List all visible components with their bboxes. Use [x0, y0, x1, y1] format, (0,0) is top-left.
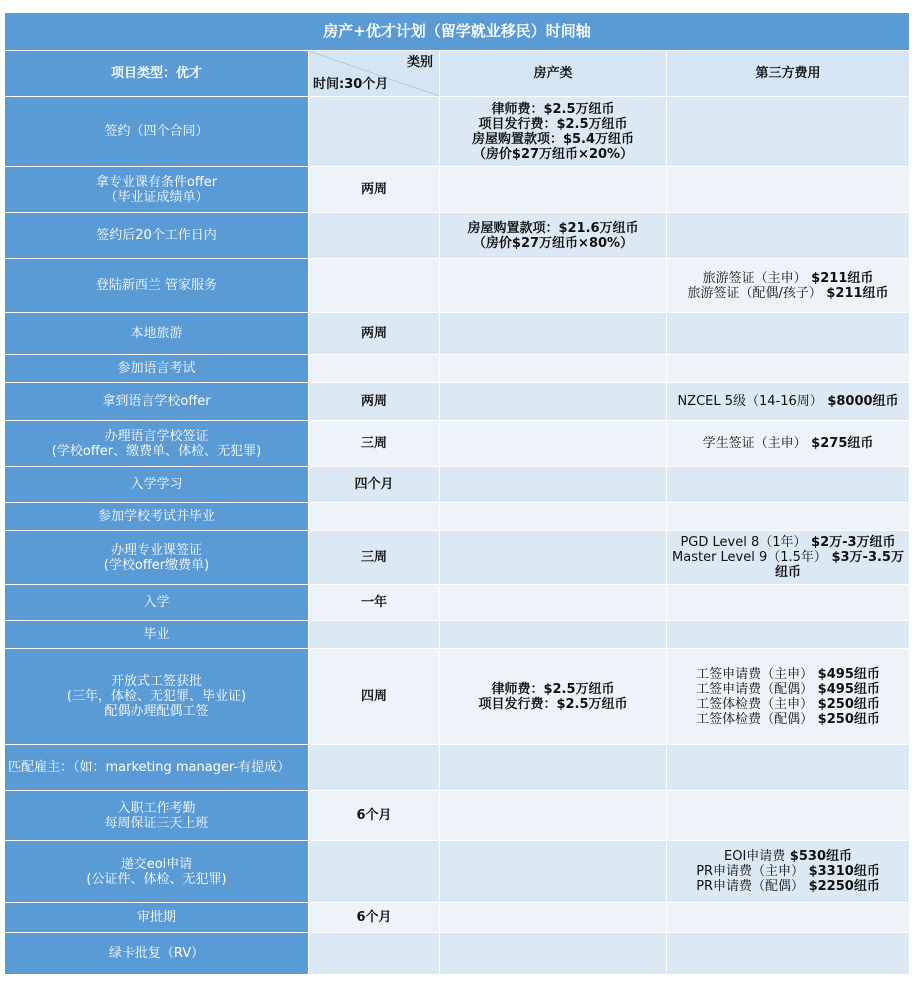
property-fee-cell-line: 律师费：$2.5万纽币: [491, 101, 615, 117]
duration-cell: [309, 503, 440, 531]
property-fee-cell-line: 房屋购置款项：$5.4万纽币: [471, 131, 635, 147]
property-fee-cell: [440, 649, 667, 745]
header-project-type: 项目类型：优才: [5, 51, 309, 97]
duration-cell: [309, 355, 440, 383]
table-row: [5, 167, 910, 213]
duration-cell: [309, 213, 440, 259]
fee-item-label: 工签体检费（配偶）: [696, 711, 814, 727]
third-party-fee-cell: [667, 383, 910, 421]
step-cell-line: (学校offer、缴费单、体检、无犯罪): [51, 443, 262, 459]
fee-line: [670, 667, 906, 682]
step-cell-line: 毕业: [143, 627, 170, 642]
table-title: 房产+优才计划（留学就业移民）时间轴: [5, 13, 910, 51]
table-row: [5, 531, 910, 585]
step-cell: [5, 313, 309, 355]
step-cell: [5, 903, 309, 933]
third-party-fee-cell: [667, 313, 910, 355]
step-cell: [5, 259, 309, 313]
fee-line: [670, 879, 906, 894]
property-fee-cell: [440, 421, 667, 467]
property-fee-cell-line: （房价$27万纽币×80%）: [472, 235, 634, 251]
fee-line: [670, 864, 906, 879]
duration-cell: [309, 621, 440, 649]
third-party-fee-cell: [667, 745, 910, 791]
fee-item-label: 旅游签证（主申）: [702, 270, 807, 286]
step-cell: [5, 167, 309, 213]
property-fee-cell: [440, 903, 667, 933]
step-cell-line: 递交eoi申请: [120, 856, 193, 872]
duration-cell: 一年: [309, 585, 440, 621]
table-row: [5, 903, 910, 933]
duration-cell: 两周: [309, 313, 440, 355]
table-row: [5, 383, 910, 421]
property-fee-cell-line: 项目发行费：$2.5万纽币: [478, 116, 628, 132]
fee-item-label: EOI申请费: [724, 849, 786, 864]
step-cell: [5, 383, 309, 421]
table-row: [5, 421, 910, 467]
third-party-fee-cell: [667, 355, 910, 383]
step-cell-line: 登陆新西兰 管家服务: [95, 278, 218, 293]
step-cell-line: 本地旅游: [130, 326, 183, 341]
property-fee-cell: [440, 355, 667, 383]
property-fee-cell-line: 律师费：$2.5万纽币: [491, 681, 615, 697]
table-row: [5, 503, 910, 531]
table-row: [5, 841, 910, 903]
fee-item-label: Master Level 9（1.5年）: [672, 550, 827, 565]
header-total-time: 时间:30个月: [313, 77, 389, 92]
fee-line: [670, 849, 906, 864]
fee-line: [670, 271, 906, 286]
table-row: [5, 467, 910, 503]
property-fee-cell: [440, 621, 667, 649]
step-cell-line: 拿专业课有条件offer: [95, 174, 218, 190]
property-fee-cell: [440, 467, 667, 503]
property-fee-cell-line: （房价$27万纽币×20%）: [472, 146, 634, 162]
duration-cell: 两周: [309, 383, 440, 421]
duration-cell: 四个月: [309, 467, 440, 503]
property-fee-cell: [440, 259, 667, 313]
fee-amount: 纽币: [775, 565, 802, 580]
property-fee-cell-line: 房屋购置款项：$21.6万纽币: [467, 220, 639, 236]
third-party-fee-cell: [667, 167, 910, 213]
duration-cell: 6个月: [309, 903, 440, 933]
step-cell-line: 入学学习: [130, 477, 183, 492]
duration-cell: 三周: [309, 421, 440, 467]
timeline-table: [4, 12, 910, 975]
third-party-fee-cell: [667, 421, 910, 467]
step-cell-line: 参加语言考试: [117, 361, 196, 376]
property-fee-cell: [440, 97, 667, 167]
fee-amount: $495纽币: [813, 666, 880, 682]
step-cell-line: 办理专业课签证: [110, 542, 202, 558]
table-row: [5, 745, 910, 791]
step-cell: [5, 649, 309, 745]
fee-line: [670, 286, 906, 301]
fee-amount: $211纽币: [821, 285, 889, 301]
third-party-fee-cell: [667, 903, 910, 933]
fee-item-label: 工签申请费（配偶）: [696, 681, 814, 697]
step-cell-line: (公证件、体检、无犯罪): [86, 871, 227, 887]
fee-line: [670, 712, 906, 727]
property-fee-cell: [440, 313, 667, 355]
fee-item-label: 旅游签证（配偶/孩子）: [687, 285, 822, 301]
duration-cell: 6个月: [309, 791, 440, 841]
fee-amount: $2250纽币: [804, 879, 880, 894]
fee-line: [670, 550, 906, 565]
header-property: 房产类: [440, 51, 667, 97]
step-cell-line: 入学: [143, 595, 170, 610]
third-party-fee-cell: [667, 841, 910, 903]
duration-cell: 三周: [309, 531, 440, 585]
fee-amount: $530纽币: [785, 849, 852, 864]
step-cell-line: 签约（四个合同）: [104, 124, 209, 139]
fee-amount: $275纽币: [806, 436, 874, 451]
duration-cell: [309, 933, 440, 975]
fee-line: [670, 697, 906, 712]
step-cell: [5, 97, 309, 167]
table-row: [5, 621, 910, 649]
fee-amount: $8000纽币: [822, 394, 899, 409]
third-party-fee-cell: [667, 213, 910, 259]
step-cell: [5, 745, 309, 791]
duration-cell: [309, 97, 440, 167]
property-fee-cell-line: 项目发行费：$2.5万纽币: [478, 696, 628, 712]
fee-amount: $211纽币: [806, 270, 874, 286]
step-cell: [5, 791, 309, 841]
step-cell: [5, 213, 309, 259]
duration-cell: 两周: [309, 167, 440, 213]
step-cell-line: （毕业证成绩单）: [104, 189, 209, 205]
table-row: [5, 313, 910, 355]
property-fee-cell: [440, 585, 667, 621]
fee-amount: $3310纽币: [804, 864, 880, 879]
third-party-fee-cell: [667, 585, 910, 621]
property-fee-cell: [440, 383, 667, 421]
third-party-fee-cell: [667, 503, 910, 531]
step-cell-line: 每周保证三天上班: [104, 815, 209, 831]
property-fee-cell: [440, 791, 667, 841]
property-fee-cell: [440, 531, 667, 585]
step-cell-line: (学校offer缴费单): [103, 557, 210, 573]
step-cell-line: 开放式工签获批: [110, 674, 202, 689]
header-category: 类别: [406, 55, 433, 70]
third-party-fee-cell: [667, 259, 910, 313]
step-cell-line: 参加学校考试并毕业: [97, 509, 215, 524]
fee-line: [670, 565, 906, 580]
step-cell: [5, 621, 309, 649]
step-cell-line: (三年，体检、无犯罪、毕业证): [66, 689, 247, 704]
fee-item-label: PR申请费（主申）: [696, 864, 805, 879]
header-third-party-fees: 第三方费用: [667, 51, 910, 97]
duration-cell: [309, 745, 440, 791]
timeline-rows: [5, 97, 910, 975]
table-row: [5, 259, 910, 313]
table-row: [5, 355, 910, 383]
step-cell: [5, 421, 309, 467]
fee-item-label: 工签体检费（主申）: [696, 696, 814, 712]
property-fee-cell: [440, 213, 667, 259]
duration-cell: 四周: [309, 649, 440, 745]
fee-amount: $2万-3万纽币: [806, 535, 896, 550]
step-cell-line: 绿卡批复（RV）: [108, 946, 205, 961]
third-party-fee-cell: [667, 933, 910, 975]
third-party-fee-cell: [667, 531, 910, 585]
fee-item-label: 学生签证（主申）: [702, 436, 807, 451]
table-row: [5, 791, 910, 841]
fee-item-label: 工签申请费（主申）: [696, 666, 814, 682]
step-cell: [5, 841, 309, 903]
third-party-fee-cell: [667, 791, 910, 841]
fee-line: [670, 682, 906, 697]
third-party-fee-cell: [667, 467, 910, 503]
property-fee-cell: [440, 745, 667, 791]
table-row: [5, 585, 910, 621]
table-row: [5, 933, 910, 975]
fee-line: [670, 436, 906, 451]
step-cell: [5, 933, 309, 975]
step-cell: [5, 531, 309, 585]
fee-line: [670, 535, 906, 550]
fee-amount: $250纽币: [813, 711, 880, 727]
third-party-fee-cell: [667, 621, 910, 649]
fee-amount: $3万-3.5万: [826, 550, 904, 565]
duration-cell: [309, 841, 440, 903]
property-fee-cell: [440, 167, 667, 213]
fee-amount: $495纽币: [813, 681, 880, 697]
step-cell-line: 匹配雇主：（如：marketing manager-有提成）: [8, 760, 291, 775]
third-party-fee-cell: [667, 97, 910, 167]
header-category-time: [309, 51, 440, 97]
step-cell-line: 办理语言学校签证: [104, 428, 209, 444]
fee-line: [670, 394, 906, 409]
step-cell: [5, 585, 309, 621]
step-cell-line: 拿到语言学校offer: [102, 394, 211, 409]
step-cell-line: 审批期: [136, 910, 176, 925]
fee-amount: $250纽币: [813, 696, 880, 712]
fee-item-label: PR申请费（配偶）: [696, 879, 805, 894]
fee-item-label: PGD Level 8（1年）: [680, 535, 807, 550]
table-row: [5, 213, 910, 259]
fee-item-label: NZCEL 5级（14-16周）: [677, 394, 823, 409]
step-cell-line: 入职工作考勤: [117, 800, 196, 816]
table-row: [5, 97, 910, 167]
property-fee-cell: [440, 503, 667, 531]
step-cell: [5, 467, 309, 503]
table-row: [5, 649, 910, 745]
property-fee-cell: [440, 933, 667, 975]
third-party-fee-cell: [667, 649, 910, 745]
property-fee-cell: [440, 841, 667, 903]
step-cell-line: 配偶办理配偶工签: [104, 704, 209, 719]
duration-cell: [309, 259, 440, 313]
step-cell-line: 签约后20个工作日内: [96, 228, 217, 243]
step-cell: [5, 503, 309, 531]
step-cell: [5, 355, 309, 383]
